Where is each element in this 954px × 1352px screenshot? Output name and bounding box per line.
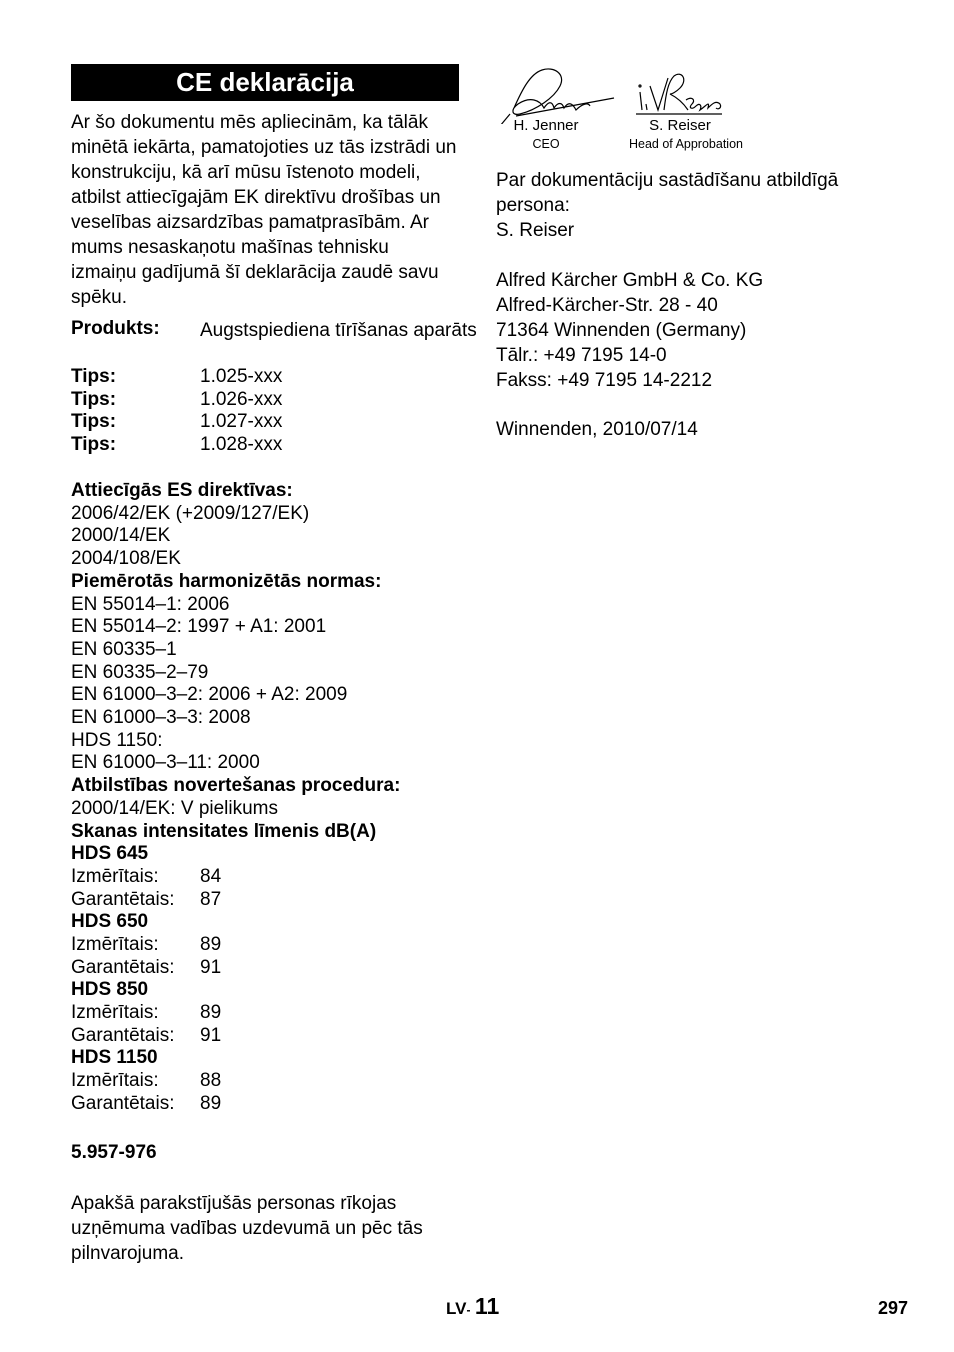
norm-item: EN 60335–2–79: [71, 661, 209, 683]
type-row: [71, 366, 459, 389]
responsible-person-label: Par dokumentāciju sastādīšanu atbildīgā persona:: [496, 170, 839, 216]
measured-value: 88: [200, 1070, 222, 1092]
model-name: HDS 645: [71, 843, 149, 865]
place-date: Winnenden, 2010/07/14: [496, 419, 698, 440]
measured-label: Izmērītais:: [71, 1002, 159, 1024]
type-label: Tips:: [71, 411, 117, 433]
type-label: Tips:: [71, 434, 117, 456]
norm-item: EN 61000–3–2: 2006 + A2: 2009: [71, 684, 348, 706]
product-table: [71, 318, 477, 457]
guaranteed-row: [71, 889, 471, 912]
measured-row: [71, 866, 471, 889]
type-value: 1.027-xxx: [200, 411, 283, 433]
type-row: [71, 434, 459, 457]
document-number: 5.957-976: [71, 1142, 157, 1163]
norm-item: EN 61000–3–11: 2000: [71, 752, 260, 774]
norm-item: EN 55014–1: 2006: [71, 593, 230, 615]
closing-paragraph: Apakšā parakstījušās personas rīkojas uzņēmuma vadības uzdevumā un pēc tās pilnvarojuma.: [71, 1193, 423, 1264]
guaranteed-row: [71, 1093, 471, 1116]
responsible-person-name: S. Reiser: [496, 220, 575, 241]
footer-page-number: 297: [878, 1298, 909, 1318]
company-line: Alfred Kärcher GmbH & Co. KG: [496, 270, 764, 291]
model-name: HDS 1150: [71, 1047, 158, 1069]
measured-value: 89: [200, 1002, 222, 1024]
measured-row: [71, 1002, 471, 1025]
company-line: Alfred-Kärcher-Str. 28 - 40: [496, 295, 718, 316]
company-line: Fakss: +49 7195 14-2212: [496, 370, 713, 391]
company-address: [496, 268, 876, 393]
norm-item: EN 61000–3–3: 2008: [71, 707, 251, 729]
measured-value: 84: [200, 865, 222, 887]
guaranteed-value: 87: [200, 888, 222, 910]
type-row: [71, 411, 459, 434]
measured-row: [71, 934, 471, 957]
directive-item: 2004/108/EK: [71, 548, 181, 570]
norms-heading: Piemērotās harmonizētās normas:: [71, 570, 382, 592]
signature-role-jenner: CEO: [532, 137, 560, 151]
measured-label: Izmērītais:: [71, 865, 159, 887]
norm-item: EN 60335–1: [71, 638, 177, 660]
directive-item: 2006/42/EK (+2009/127/EK): [71, 502, 310, 524]
guaranteed-value: 91: [200, 1024, 222, 1046]
company-line: 71364 Winnenden (Germany): [496, 320, 747, 341]
guaranteed-row: [71, 957, 471, 980]
type-value: 1.026-xxx: [200, 388, 283, 410]
norm-item: EN 55014–2: 1997 + A1: 2001: [71, 616, 327, 638]
measured-label: Izmērītais:: [71, 1070, 159, 1092]
directives-heading: Attiecīgās ES direktīvas:: [71, 480, 293, 501]
intro-paragraph: Ar šo dokumentu mēs apliecinām, ka tālāk minētā iekārta, pamatojoties uz tās izstrādi un konstrukciju, kā arī mūsu īstenoto modeli, atbilst attiecīgajām EK direktīvu drošības un veselības aizsardzības pamatprasībām. Ar mums nesaskaņotu mašīnas tehnisku izmaiņu gadījumā šī deklarācija zaudē savu spēku.: [71, 112, 457, 308]
directive-item: 2000/14/EK: [71, 525, 171, 547]
guaranteed-label: Garantētais:: [71, 888, 175, 910]
type-row: [71, 389, 459, 412]
type-value: 1.025-xxx: [200, 366, 283, 387]
footer-page-label: [446, 1293, 499, 1320]
procedure-value: 2000/14/EK: V pielikums: [71, 797, 279, 819]
model-name: HDS 850: [71, 979, 149, 1001]
guaranteed-value: 89: [200, 1092, 222, 1114]
noise-heading: Skanas intensitates līmenis dB(A): [71, 820, 377, 842]
guaranteed-row: [71, 1025, 471, 1048]
footer-language: LV: [446, 1299, 467, 1318]
signature-reiser: [636, 74, 722, 114]
product-value: Augstspiediena tīrīšanas aparāts: [200, 320, 477, 341]
measured-label: Izmērītais:: [71, 934, 159, 956]
signature-role-reiser: Head of Approbation: [629, 137, 743, 151]
company-line: Tālr.: +49 7195 14-0: [496, 345, 667, 366]
norm-item: HDS 1150:: [71, 729, 163, 751]
model-name: HDS 650: [71, 911, 149, 933]
product-row: [71, 318, 477, 366]
type-value: 1.028-xxx: [200, 434, 283, 456]
guaranteed-label: Garantētais:: [71, 1024, 175, 1046]
type-label: Tips:: [71, 366, 117, 387]
page-title: CE deklarācija: [71, 64, 459, 101]
product-label: Produkts:: [71, 318, 160, 339]
footer-section-page: 11: [474, 1293, 500, 1319]
signature-name-reiser: S. Reiser: [649, 117, 711, 134]
type-label: Tips:: [71, 388, 117, 410]
signature-name-jenner: H. Jenner: [513, 117, 579, 134]
guaranteed-value: 91: [200, 956, 222, 978]
guaranteed-label: Garantētais:: [71, 1092, 175, 1114]
footer-dash: -: [466, 1303, 471, 1317]
measured-row: [71, 1070, 471, 1093]
compliance-section: [71, 480, 471, 1116]
procedure-heading: Atbilstības novertešanas procedura:: [71, 775, 401, 797]
signature-graphics: [496, 64, 736, 124]
signature-jenner: [500, 69, 614, 124]
guaranteed-label: Garantētais:: [71, 956, 175, 978]
measured-value: 89: [200, 934, 222, 956]
